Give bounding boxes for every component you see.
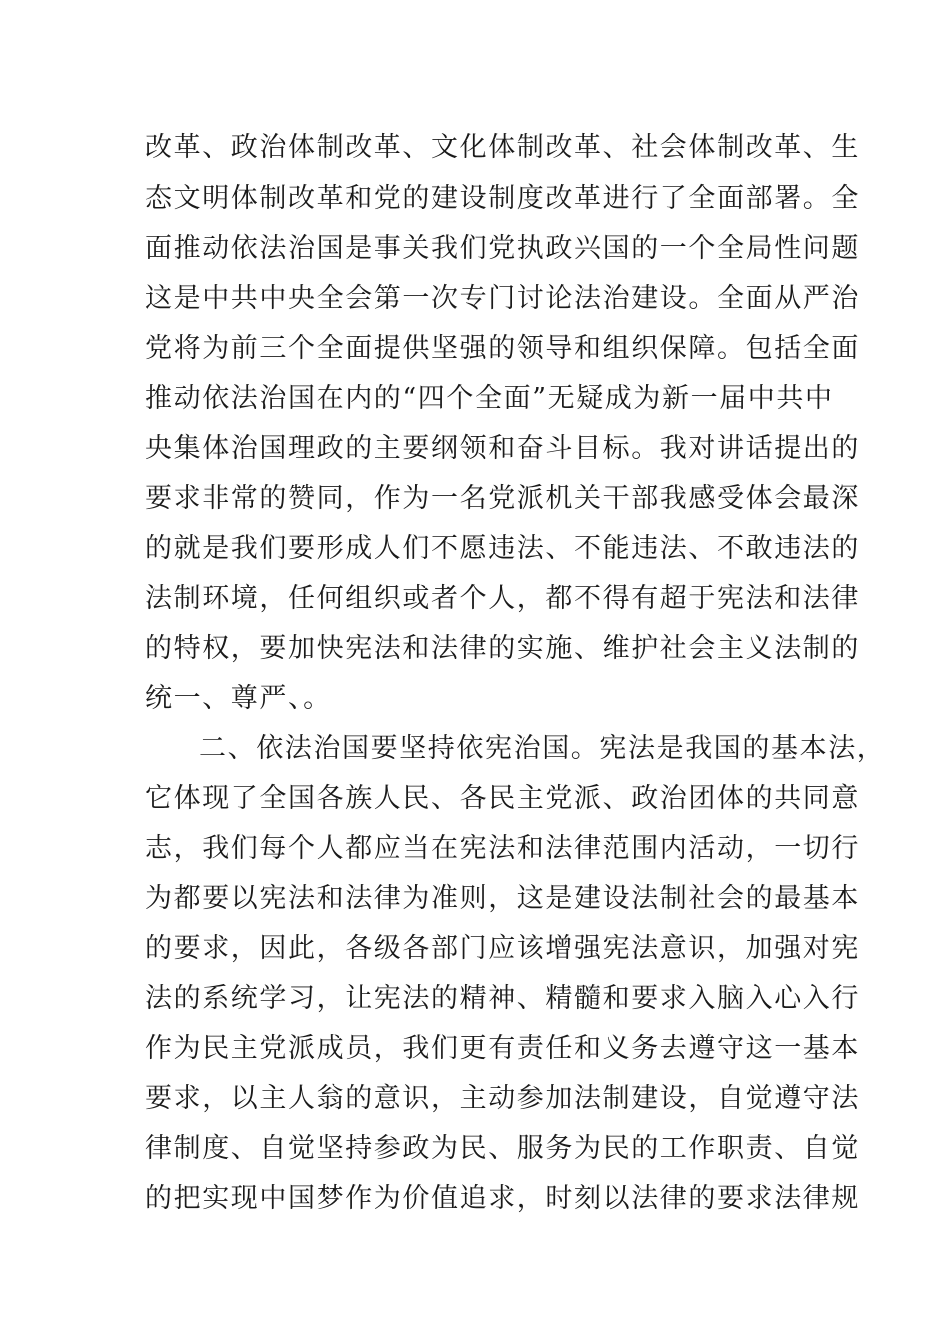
text-line-15: 志，我们每个人都应当在宪法和法律范围内活动，一切行	[145, 833, 860, 864]
text-line-21: 律制度、自觉坚持参政为民、服务为民的工作职责、自觉	[145, 1133, 860, 1164]
text-line-9: 的就是我们要形成人们不愿违法、不能违法、不敢违法的	[145, 533, 860, 564]
text-line-20: 要求，以主人翁的意识，主动参加法制建设，自觉遵守法	[145, 1083, 860, 1114]
paragraph-heading-line: 二、依法治国要坚持依宪治国。宪法是我国的基本法，	[199, 733, 886, 764]
text-line-10: 法制环境，任何组织或者个人，都不得有超于宪法和法律	[145, 583, 860, 614]
text-line-2: 态文明体制改革和党的建设制度改革进行了全面部署。全	[145, 183, 860, 214]
text-line-19: 作为民主党派成员，我们更有责任和义务去遵守这一基本	[145, 1033, 860, 1064]
text-line-12: 统一、尊严、。	[145, 683, 332, 714]
text-line-7: 央集体治国理政的主要纲领和奋斗目标。我对讲话提出的	[145, 433, 860, 464]
text-line-22: 的把实现中国梦作为价值追求，时刻以法律的要求法律规	[145, 1183, 860, 1214]
text-line-17: 的要求，因此，各级各部门应该增强宪法意识，加强对宪	[145, 933, 860, 964]
text-line-16: 为都要以宪法和法律为准则，这是建设法制社会的最基本	[145, 883, 860, 914]
text-line-4: 这是中共中央全会第一次专门讨论法治建设。全面从严治	[145, 283, 860, 314]
text-line-5: 党将为前三个全面提供坚强的领导和组织保障。包括全面	[145, 333, 860, 364]
text-line-1: 改革、政治体制改革、文化体制改革、社会体制改革、生	[145, 132, 860, 163]
text-line-3: 面推动依法治国是事关我们党执政兴国的一个全局性问题	[145, 233, 860, 264]
text-line-11: 的特权，要加快宪法和法律的实施、维护社会主义法制的	[145, 633, 860, 664]
text-line-18: 法的系统学习，让宪法的精神、精髓和要求入脑入心入行	[145, 983, 860, 1014]
text-line-14: 它体现了全国各族人民、各民主党派、政治团体的共同意	[145, 783, 860, 814]
text-line-8: 要求非常的赞同，作为一名党派机关干部我感受体会最深	[145, 483, 860, 514]
text-line-6: 推动依法治国在内的“四个全面”无疑成为新一届中共中	[145, 383, 834, 414]
